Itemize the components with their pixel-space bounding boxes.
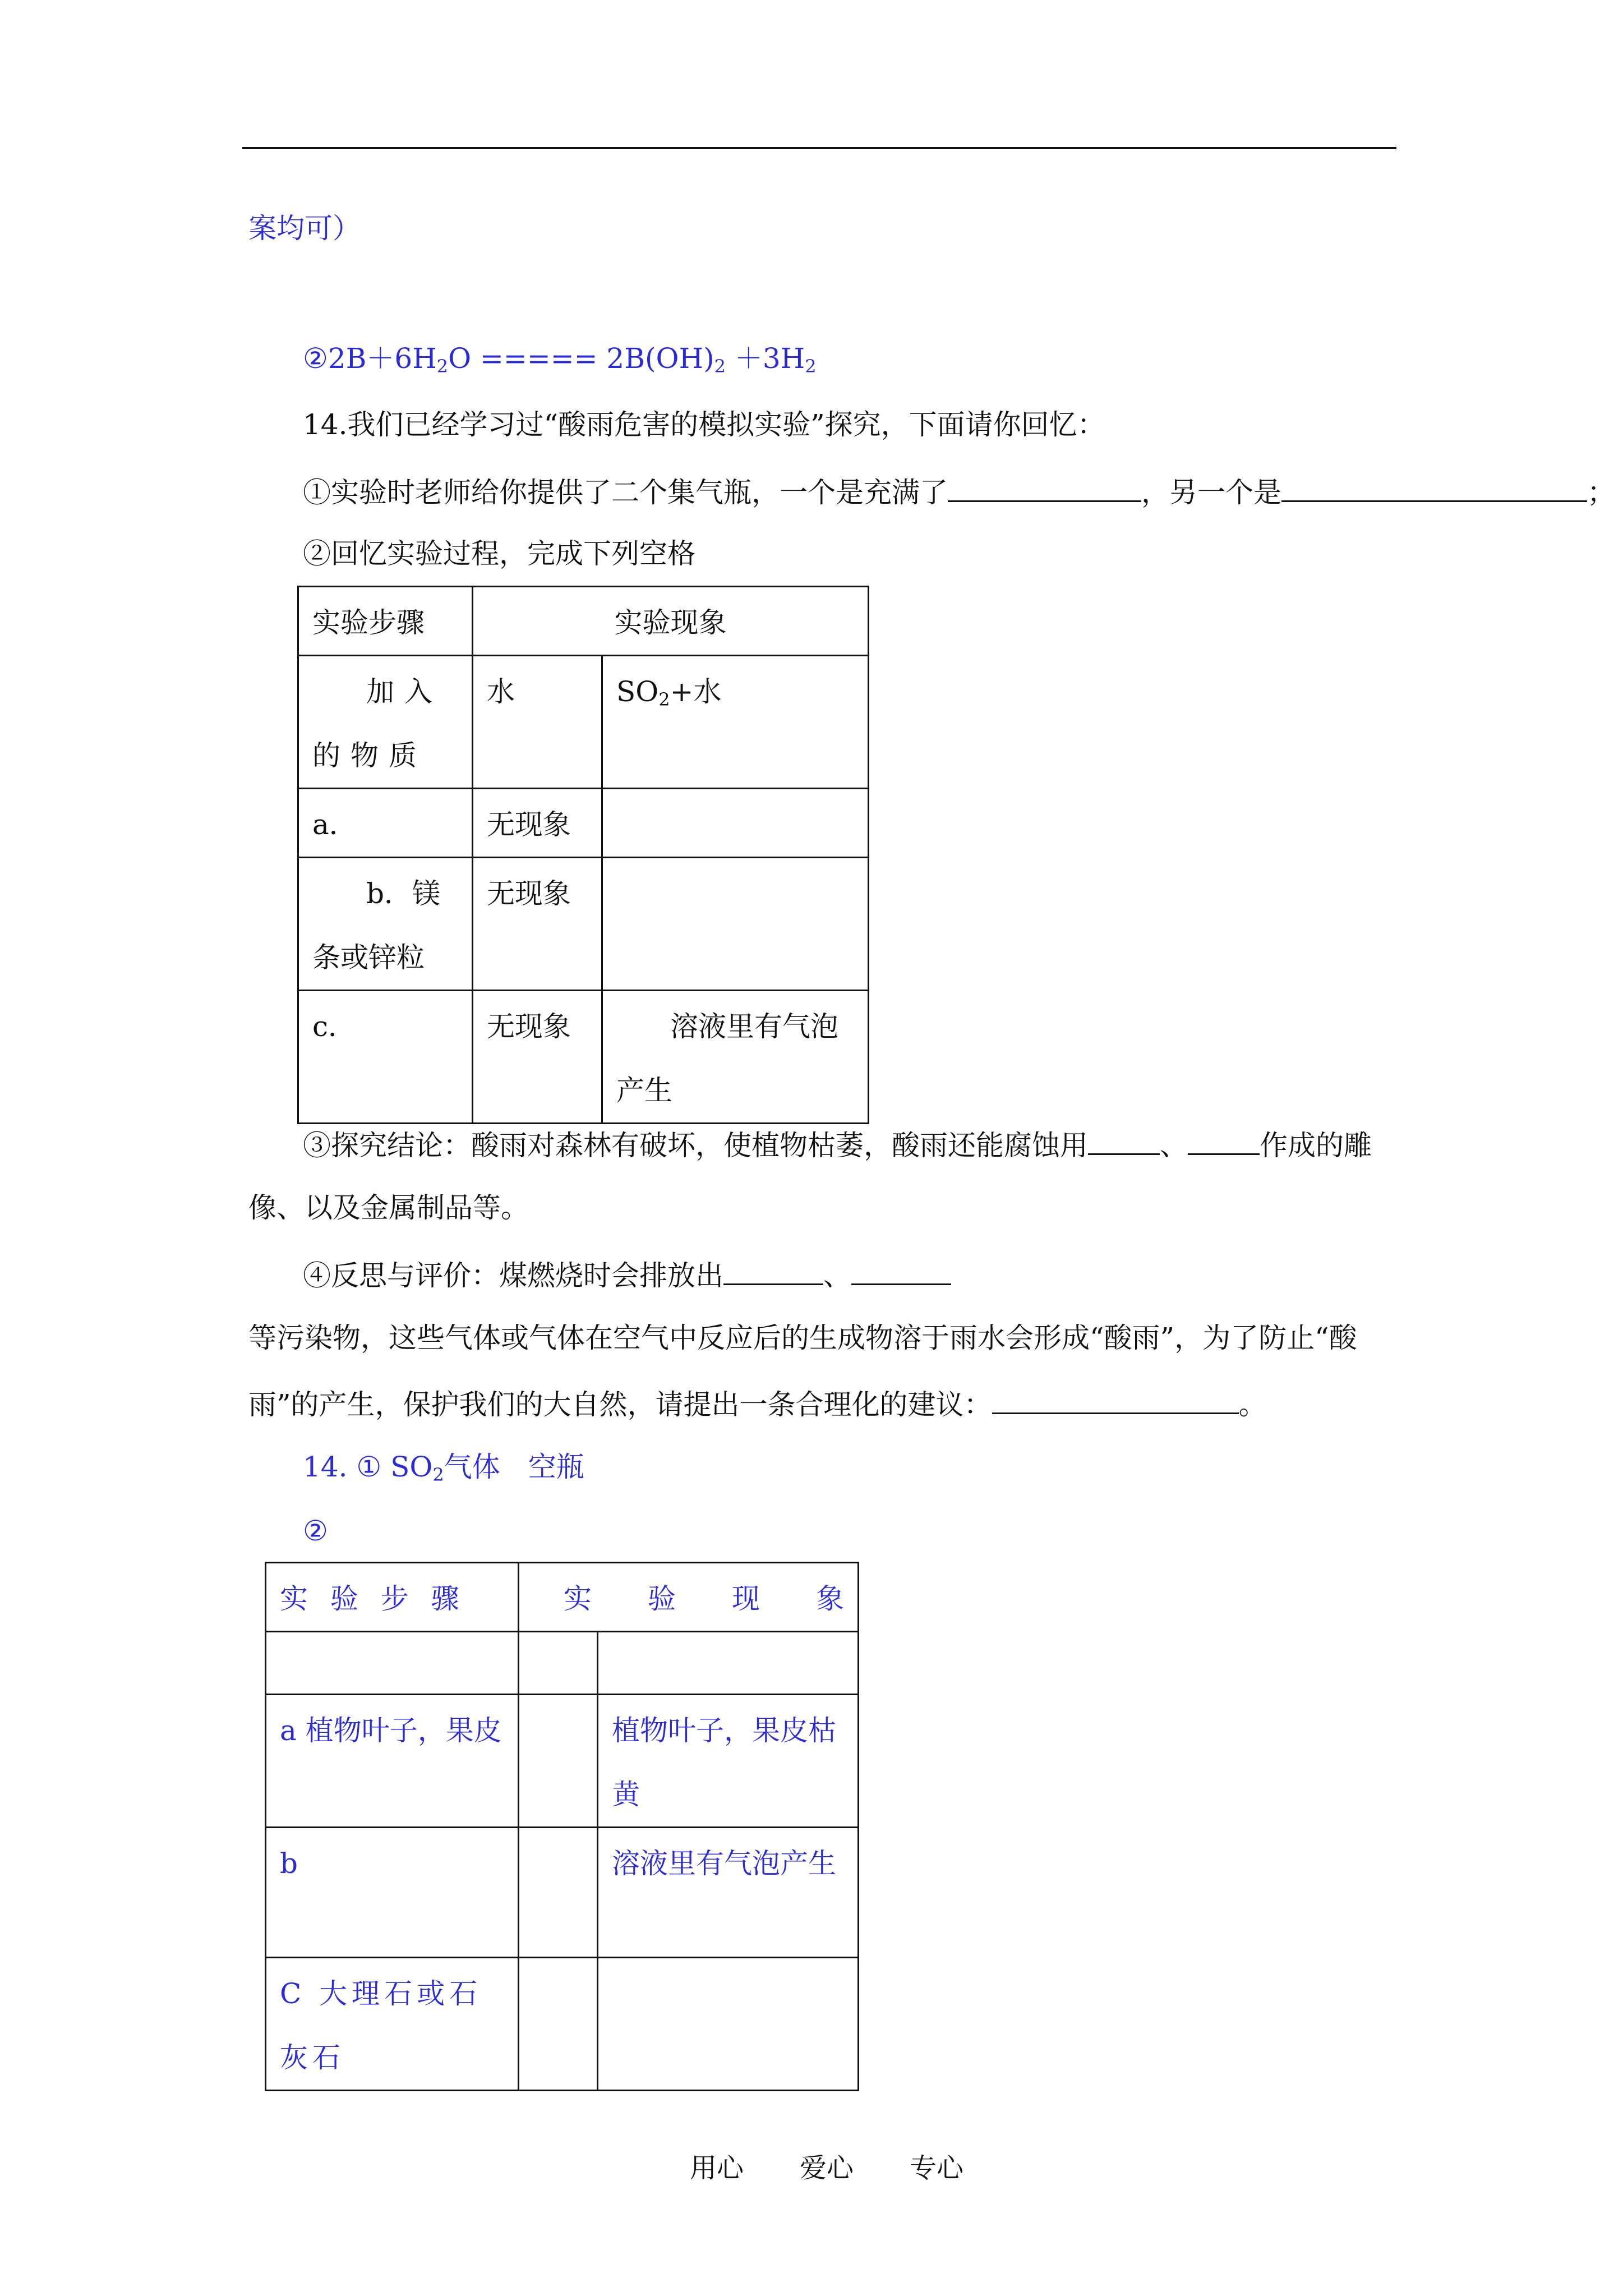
table2-cell-a: a 植物叶子，果皮: [266, 1695, 519, 1828]
table1-cell-c-so2: 溶液里有气泡产生: [602, 991, 869, 1124]
blank-4: [1188, 1123, 1260, 1155]
question-14-part4: ④反思与评价：煤燃烧时会排放出 、: [303, 1253, 951, 1295]
blank-1: [948, 470, 1141, 502]
answer-table: [265, 1562, 859, 2091]
blank-6: [851, 1253, 951, 1285]
answer-14-line1: 14. ① $SO_2$气体 空瓶: [303, 1451, 584, 1485]
table1-cell-so2-water: $SO_2+$水: [602, 656, 869, 789]
page-footer: 用心 爱心 专心: [690, 2152, 964, 2184]
table2-cell-c-so2: [598, 1958, 859, 2091]
table1-header-phenomenon: 实验现象: [473, 587, 869, 656]
table2-cell-c-water: [519, 1958, 598, 2091]
table2-cell-b: b: [266, 1828, 519, 1958]
table1-cell-a-so2: [602, 789, 869, 858]
table2-cell-c: C 大理石或石灰石: [266, 1958, 519, 2091]
table1-cell-b: b．镁条或锌粒: [298, 858, 473, 991]
table2-header-step: 实 验 步 骤: [266, 1563, 519, 1632]
table2-cell-b-so2: 溶液里有气泡产生: [598, 1828, 859, 1958]
blank-2: [1281, 470, 1587, 502]
table2-cell-empty-0: [266, 1632, 519, 1695]
question-14-intro: 14.我们已经学习过“酸雨危害的模拟实验”探究，下面请你回忆：: [303, 408, 1105, 441]
header-rule: [242, 147, 1396, 149]
answer-14-line2: ②: [303, 1515, 328, 1547]
table1-cell-added-substance: 加入的物质: [298, 656, 473, 789]
question-14-part2: ②回忆实验过程，完成下列空格: [303, 537, 695, 570]
blank-5: [723, 1253, 823, 1285]
table2-cell-a-so2: 植物叶子，果皮枯黄: [598, 1695, 859, 1828]
answer-continuation: 案均可）: [248, 212, 361, 245]
table1-cell-c-water: 无现象: [473, 991, 602, 1124]
table2-cell-a-water: [519, 1695, 598, 1828]
table1-cell-b-water: 无现象: [473, 858, 602, 991]
question-14-part1: ①实验时老师给你提供了二个集气瓶，一个是充满了 ，另一个是 ；: [303, 470, 1615, 512]
table2-cell-empty-2: [598, 1632, 859, 1695]
table2-header-phenomenon: 实 验 现 象: [519, 1563, 859, 1632]
answer-equation: $②2B+6H_2O$ ===== $2B(OH)_2 +3H_2$: [303, 342, 817, 377]
experiment-table: [297, 586, 869, 1124]
table1-cell-a: a．: [298, 789, 473, 858]
table1-header-step: 实验步骤: [298, 587, 473, 656]
table1-cell-a-water: 无现象: [473, 789, 602, 858]
table1-cell-water: 水: [473, 656, 602, 789]
table2-cell-empty-1: [519, 1632, 598, 1695]
question-14-part4-suggestion: 雨”的产生，保护我们的大自然，请提出一条合理化的建议： 。: [248, 1382, 1267, 1424]
table1-cell-b-so2: [602, 858, 869, 991]
question-14-part3-cont: 像、以及金属制品等。: [248, 1191, 529, 1224]
table1-cell-c: c．: [298, 991, 473, 1124]
table2-cell-b-water: [519, 1828, 598, 1958]
blank-3: [1088, 1123, 1160, 1155]
question-14-part3: ③探究结论：酸雨对森林有破坏，使植物枯萎，酸雨还能腐蚀用 、 作成的雕: [303, 1123, 1372, 1165]
blank-7: [992, 1382, 1239, 1414]
question-14-part4-cont: 等污染物，这些气体或气体在空气中反应后的生成物溶于雨水会形成“酸雨”，为了防止“酸: [248, 1322, 1357, 1354]
